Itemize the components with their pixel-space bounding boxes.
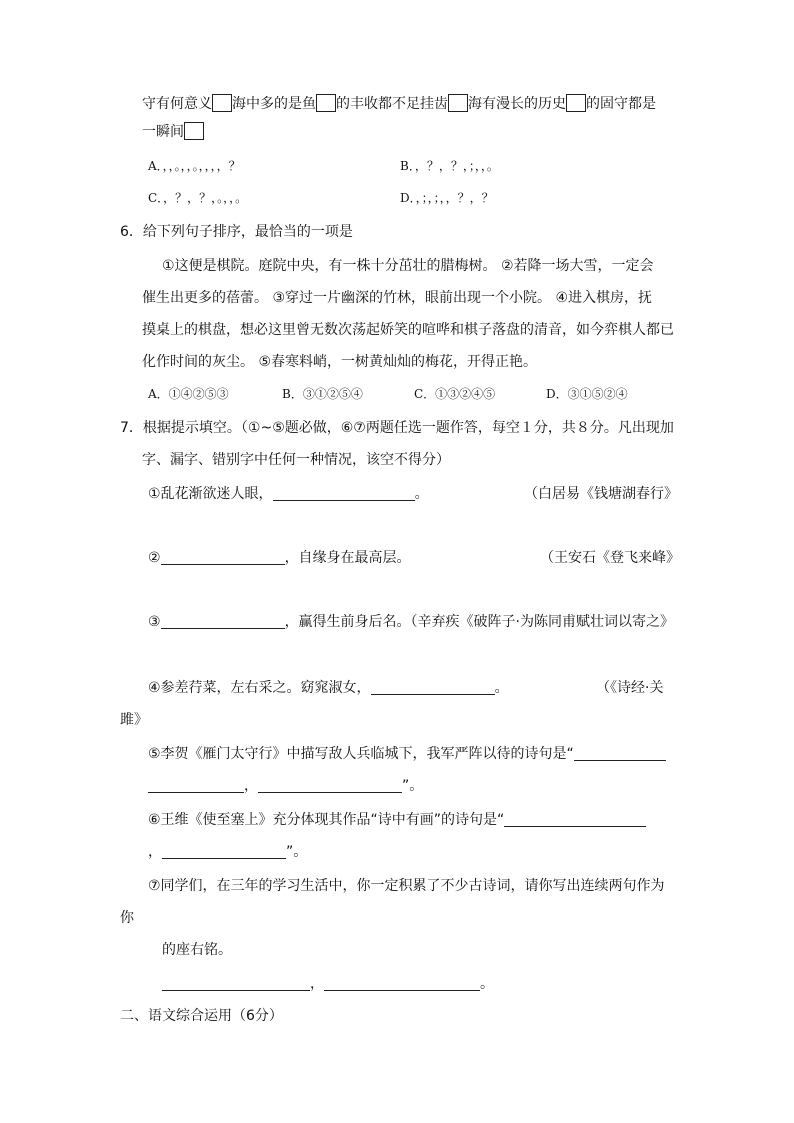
q6-option-c: C．①③②④⑤ xyxy=(414,387,496,401)
fill-blank[interactable] xyxy=(371,679,495,695)
q5-seg-1: 守有何意义 xyxy=(142,96,212,112)
q7-item-6-text: ⑥王维《使至塞上》充分体现其作品“诗中有画”的诗句是“ xyxy=(148,812,505,828)
q5-line1 xyxy=(142,94,656,114)
q5-option-d: D．，；，；，，？，？ xyxy=(400,191,494,205)
q6-line-4: 化作时间的灰尘。 ⑤春寒料峭，一树黄灿灿的梅花，开得正艳。 xyxy=(142,354,537,370)
q7-item-3 xyxy=(148,612,674,632)
q7-item-3-pre: ③ xyxy=(148,614,161,630)
fill-blank[interactable] xyxy=(162,843,286,859)
q6-option-b: B．③①②⑤④ xyxy=(282,387,363,401)
q6-line-1: ①这便是棋院。庭院中央，有一株十分茁壮的腊梅树。 ②若降一场大雪，一定会 xyxy=(162,258,654,274)
q7-item-3-post: ，赢得生前身后名。（辛弃疾《破阵子·为陈同甫赋壮词以寄之》 xyxy=(284,614,675,630)
answer-box[interactable] xyxy=(212,94,232,112)
q7-item-4-post: 。 xyxy=(494,680,509,696)
q5-option-a: A．，，。，，。，，，，？ xyxy=(148,159,241,173)
fill-blank[interactable] xyxy=(324,975,480,991)
q7-item-1 xyxy=(148,484,429,504)
q7-item-2-pre: ② xyxy=(148,550,161,566)
q7-item-6-line1 xyxy=(148,810,646,830)
q7-item-7-line2: 的座右铭。 xyxy=(162,942,232,958)
fill-blank[interactable] xyxy=(574,745,666,761)
q7-item-5-text: ⑤李贺《雁门太守行》中描写敌人兵临城下，我军严阵以待的诗句是“ xyxy=(148,746,574,762)
answer-box[interactable] xyxy=(316,94,336,112)
q7-stem-2: 字、漏字、错别字中任何一种情况，该空不得分） xyxy=(142,452,450,468)
q7-item-5-end: ”。 xyxy=(402,778,424,794)
q7-item-7-line1b: 你 xyxy=(120,910,134,926)
section-2-heading: 二、语文综合运用（6分） xyxy=(120,1008,283,1024)
q6-option-d: D．③①⑤②④ xyxy=(546,387,628,401)
q7-item-2-source: （王安石《登飞来峰》 xyxy=(540,550,680,566)
fill-blank[interactable] xyxy=(162,975,310,991)
q6-line-2: 催生出更多的蓓蕾。 ③穿过一片幽深的竹林，眼前出现一个小院。 ④进入棋房，抚 xyxy=(142,290,652,306)
fill-blank[interactable] xyxy=(161,549,285,565)
answer-box[interactable] xyxy=(448,94,468,112)
q7-item-7-end: 。 xyxy=(480,976,494,992)
q7-item-1-pre: ①乱花渐欲迷人眼， xyxy=(148,486,273,502)
q5-option-c: C．，？，？，。，，。 xyxy=(148,191,248,205)
q7-item-6-line2 xyxy=(148,842,307,862)
q7-item-4-source: （《诗经·关 xyxy=(596,680,664,696)
q5-seg-5: 的固守都是 xyxy=(586,96,656,112)
q5-line2 xyxy=(142,122,204,142)
fill-blank[interactable] xyxy=(504,811,646,827)
answer-box[interactable] xyxy=(184,122,204,140)
answer-box[interactable] xyxy=(566,94,586,112)
q7-item-2-post: ，自缘身在最高层。 xyxy=(284,550,411,566)
q7-item-6-end: ”。 xyxy=(286,844,308,860)
fill-blank[interactable] xyxy=(161,613,285,629)
q7-item-4-pre: ④参差荇菜，左右采之。窈窕淑女， xyxy=(148,680,371,696)
q6-line-3: 摸桌上的棋盘，想必这里曾无数次荡起娇笑的喧哗和棋子落盘的清音，如今弈棋人都已 xyxy=(142,322,674,338)
q7-item-4-source-cont: 雎》 xyxy=(120,712,148,728)
q7-item-2 xyxy=(148,548,411,568)
q7-item-5-line1 xyxy=(148,744,666,764)
q6-stem: 6．给下列句子排序，最恰当的一项是 xyxy=(120,224,353,240)
q7-item-4 xyxy=(148,678,509,698)
q7-item-7-mid: ， xyxy=(310,976,324,992)
q5-option-b: B．，？，？，；，，。 xyxy=(400,159,499,173)
q7-item-7-line3 xyxy=(162,974,494,994)
q5-seg-3: 的丰收都不足挂齿 xyxy=(336,96,448,112)
fill-blank[interactable] xyxy=(273,485,415,501)
q6-option-a: A．①④②⑤③ xyxy=(148,387,229,401)
q5-seg-4: 海有漫长的历史 xyxy=(468,96,566,112)
q7-item-1-source: （白居易《钱塘湖春行》 xyxy=(524,486,678,502)
fill-blank[interactable] xyxy=(258,777,402,793)
q5-line2-text: 一瞬间 xyxy=(142,124,184,140)
q7-item-6-pre2: ， xyxy=(148,844,162,860)
q7-item-1-post: 。 xyxy=(414,486,429,502)
q7-item-5-line2 xyxy=(148,776,423,796)
fill-blank[interactable] xyxy=(148,777,244,793)
q7-item-7-line1: ⑦同学们，在三年的学习生活中，你一定积累了不少古诗词，请你写出连续两句作为 xyxy=(148,878,665,894)
q7-stem-1: 7．根据提示填空。（①~⑤题必做，⑥⑦两题任选一题作答，每空１分，共８分。凡出现加 xyxy=(120,420,674,436)
q7-item-5-mid: ， xyxy=(244,778,258,794)
q5-seg-2: 海中多的是鱼 xyxy=(232,96,316,112)
